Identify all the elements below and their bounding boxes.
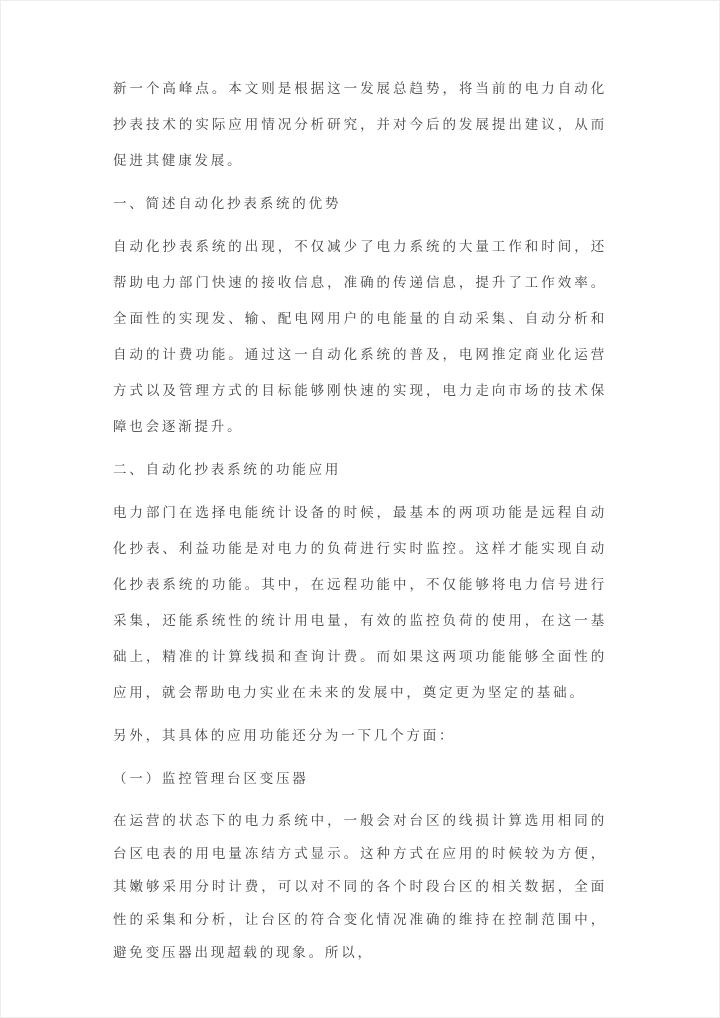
paragraph: 自动化抄表系统的出现，不仅减少了电力系统的大量工作和时间，还帮助电力部门快速的接收信息，准确的传递信息，提升了工作效率。全面性的实现发、输、配电网用户的电能量的自动采集、自动分析和自动的计费功能。通过这一自动化系统的普及，电网推定商业化运营方式以及管理方式的目标能够刚快速的实现，电力走向市场的技术保障也会逐渐提升。 (113, 239, 607, 434)
section-heading-2: 二、自动化抄表系统的功能应用 (113, 462, 342, 477)
section-heading-1: 一、简述自动化抄表系统的优势 (113, 196, 342, 211)
paragraph: 另外，其具体的应用功能还分为一下几个方面： (113, 728, 456, 743)
paragraph: 在运营的状态下的电力系统中，一般会对台区的线损计算选用相同的台区电表的用电量冻结方式显示。这种方式在应用的时候较为方便，其嫩够采用分时计费，可以对不同的各个时段台区的相关数据，全面性的采集和分析，让台区的符合变化情况准确的维持在控制范围中，避免变压器出现超载的现象。所以， (113, 813, 607, 960)
paragraph: 新一个高峰点。本文则是根据这一发展总趋势，将当前的电力自动化抄表技术的实际应用情况分析研究，并对今后的发展提出建议，从而促进其健康发展。 (113, 81, 607, 168)
subsection-heading-1: （一）监控管理台区变压器 (113, 771, 309, 786)
paragraph: 电力部门在选择电能统计设备的时候，最基本的两项功能是远程自动化抄表、利益功能是对电力的负荷进行实时监控。这样才能实现自动化抄表系统的功能。其中，在远程功能中，不仅能够将电力信号进行采集，还能系统性的统计用电量，有效的监控负荷的使用，在这一基础上，精准的计算线损和查询计费。而如果这两项功能能够全面性的应用，就会帮助电力实业在未来的发展中，奠定更为坚定的基础。 (113, 505, 607, 700)
